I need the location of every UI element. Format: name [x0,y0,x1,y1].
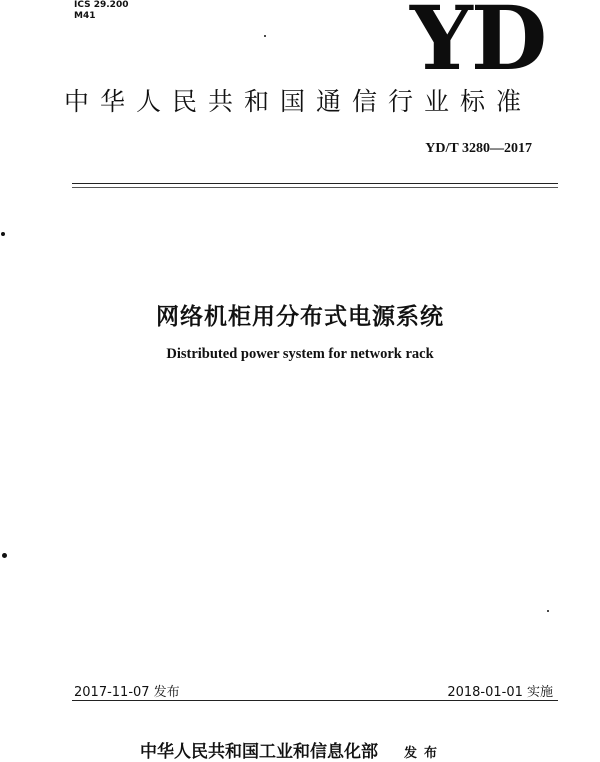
header-divider [72,183,558,184]
classification-block [74,0,128,22]
publisher-suffix: 发布 [404,746,445,761]
scan-speck [547,610,549,612]
yd-logo: YD [410,0,546,90]
scan-speck [264,35,266,37]
scan-speck [1,232,5,236]
header-divider-thin [72,187,558,188]
publisher-line [140,737,444,762]
footer-divider [72,700,558,701]
standard-number: YD/T 3280—2017 [425,141,532,156]
effective-date: 2018-01-01 实施 [447,685,553,700]
publisher-name: 中华人民共和国工业和信息化部 [140,742,378,762]
document-title-chinese: 网络机柜用分布式电源系统 [156,304,444,330]
issue-date: 2017-11-07 发布 [74,685,180,700]
ics-code: ICS 29.200 [74,0,129,10]
industry-standard-title: 中华人民共和国通信行业标准 [64,87,533,116]
scan-speck [2,553,7,558]
document-title-english: Distributed power system for network rack [166,346,434,362]
category-code: M41 [74,11,96,21]
